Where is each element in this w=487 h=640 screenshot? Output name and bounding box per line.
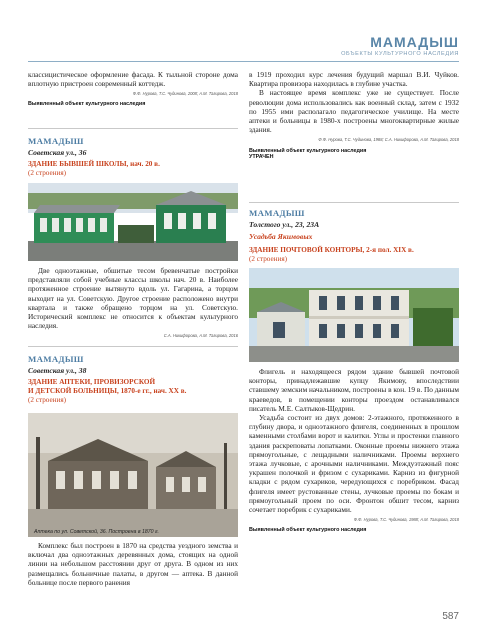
post-title: ЗДАНИЕ ПОЧТОВОЙ КОНТОРЫ, 2-я пол. XIX в. [249, 246, 414, 254]
pharmacy-title-line-2: И ДЕТСКОЙ БОЛЬНИЦЫ, 1870-е гг., нач. XX в. [28, 387, 187, 395]
pharmacy-photo-caption: Аптека по ул. Советской, 36. Построена в 1870 г. [34, 529, 159, 535]
post-body [249, 367, 459, 533]
school-body [28, 266, 238, 338]
post-text-1: Флигель и находящееся рядом здание бывшей почтовой конторы, принадлежавшие купцу Якимову, впоследствии ставшему земским начальником, построены в кон. 19 в. По данным краеведов, в помещении конторы проездом останавливался писатель М.Е. Салтыков-Щедрин. [249, 367, 459, 413]
post-office-photo [249, 268, 459, 362]
page-number: 587 [442, 611, 459, 622]
pharmacy-title-line-1: ЗДАНИЕ АПТЕКИ, ПРОВИЗОРСКОЙ [28, 378, 156, 386]
pharmacy-location: МАМАДЫШ [28, 354, 84, 364]
school-location: МАМАДЫШ [28, 136, 84, 146]
section-divider [28, 128, 238, 129]
post-address: Толстого ул., 23, 23А [249, 220, 320, 229]
school-credit: С.А. Никифорова, А.М. Тагирова, 2016 [163, 333, 238, 339]
pharmacy-text: Комплекс был построен в 1870 на средства уездного земства и включал два одноэтажных деревянных дома, стоящих на одной линии на небольшом расстоянии друг от друга. В одном из них размещались больничные палаты, в другом — аптека. В данной больнице после первого ранения [28, 541, 238, 587]
pharmacy-address: Советская ул., 38 [28, 366, 87, 375]
intro-status: Выявленный объект культурного наследия [28, 101, 146, 108]
post-location: МАМАДЫШ [249, 208, 305, 218]
page-header-title: МАМАДЫШ [370, 34, 459, 50]
post-count: (2 строения) [249, 255, 288, 263]
school-text: Две одноэтажные, обшитые тесом бревенчатые постройки представляли собой учебные классы школы нач. 20 в. Наиболее протяженное строение вытянуто вдоль ул. Гагарина, а торцом выходит на ул. Советскую. Другое строение расположено внутри квартала и также обращено торцом на ул. Советскую. Исторический комплекс не относится к объектам культурного наследия. [28, 266, 238, 331]
school-count: (2 строения) [28, 169, 67, 177]
post-credit: Ф.Ф. Нурова, Т.С. Чудинова, 1988; А.М. Тагирова, 2018 [353, 517, 459, 523]
section-divider [249, 202, 459, 203]
school-photo [28, 183, 238, 261]
pharmacy-photo [28, 413, 238, 537]
page-header-subtitle: ОБЪЕКТЫ КУЛЬТУРНОГО НАСЛЕДИЯ [341, 51, 459, 57]
post-text-2: Усадьба состоит из двух домов: 2-этажного, протяженного в глубину двора, и одноэтажного флигеля, соединенных в прошлом каменными столбами ворот и калитки. Углы и простенки главного здания раскреповаты лопатками. Оконные проемы нижнего этажа прямоугольные, с лещадными наличниками. Проемы верхнего этажа лучковые, с арочными наличниками. Междуэтажный пояс украшен полочкой и фризом с сухариками. Карниз из фигурной кладки с рядом сухариков, чередующихся с поребриком. Фасад флигеля имеет рустованные стены, лучковые проемы по бокам и прямоугольный проем по оси. Фронтон обшит тесом, карниз сочетает поребрик с сухариками. [249, 413, 459, 515]
section-divider [28, 346, 238, 347]
header-divider [28, 61, 459, 62]
post-heading [249, 208, 459, 264]
continued-status-lost: УТРАЧЕН [249, 154, 274, 161]
intro-text: классицистическое оформление фасада. К тыльной стороне дома вплотную пристроен современный коттедж. [28, 70, 238, 89]
school-address: Советская ул., 36 [28, 148, 87, 157]
pharmacy-body [28, 541, 238, 587]
continued-credit: Ф.Ф. Нурова, Т.С. Чудинова, 1988; С.А. Никифорова, А.М. Тагирова, 2018 [318, 137, 459, 143]
continued-status: Выявленный объект культурного наследия [249, 148, 367, 155]
intro-credit: Ф.Ф. Нурова, Т.С. Чудинова, 2008; А.М. Тагирова, 2018 [132, 91, 238, 97]
school-heading [28, 136, 238, 178]
continued-text-1: в 1919 проходил курс лечения будущий маршал В.И. Чуйков. Квартира провизора находилась в глубине участка. [249, 70, 459, 89]
pharmacy-continued [249, 70, 459, 160]
intro-block [28, 70, 238, 107]
continued-text-2: В настоящее время комплекс уже не существует. После революции дома использовались как военный склад, затем с 1932 по 1955 ими располагало педагогическое училище. На месте аптеки и больницы в 1980-х построены многоквартирные жилые здания. [249, 88, 459, 135]
post-estate-name: Усадьба Якимовых [249, 232, 313, 241]
school-title: ЗДАНИЕ БЫВШЕЙ ШКОЛЫ, нач. 20 в. [28, 160, 160, 168]
pharmacy-count: (2 строения) [28, 396, 67, 404]
pharmacy-heading [28, 354, 238, 405]
post-status: Выявленный объект культурного наследия [249, 527, 367, 534]
